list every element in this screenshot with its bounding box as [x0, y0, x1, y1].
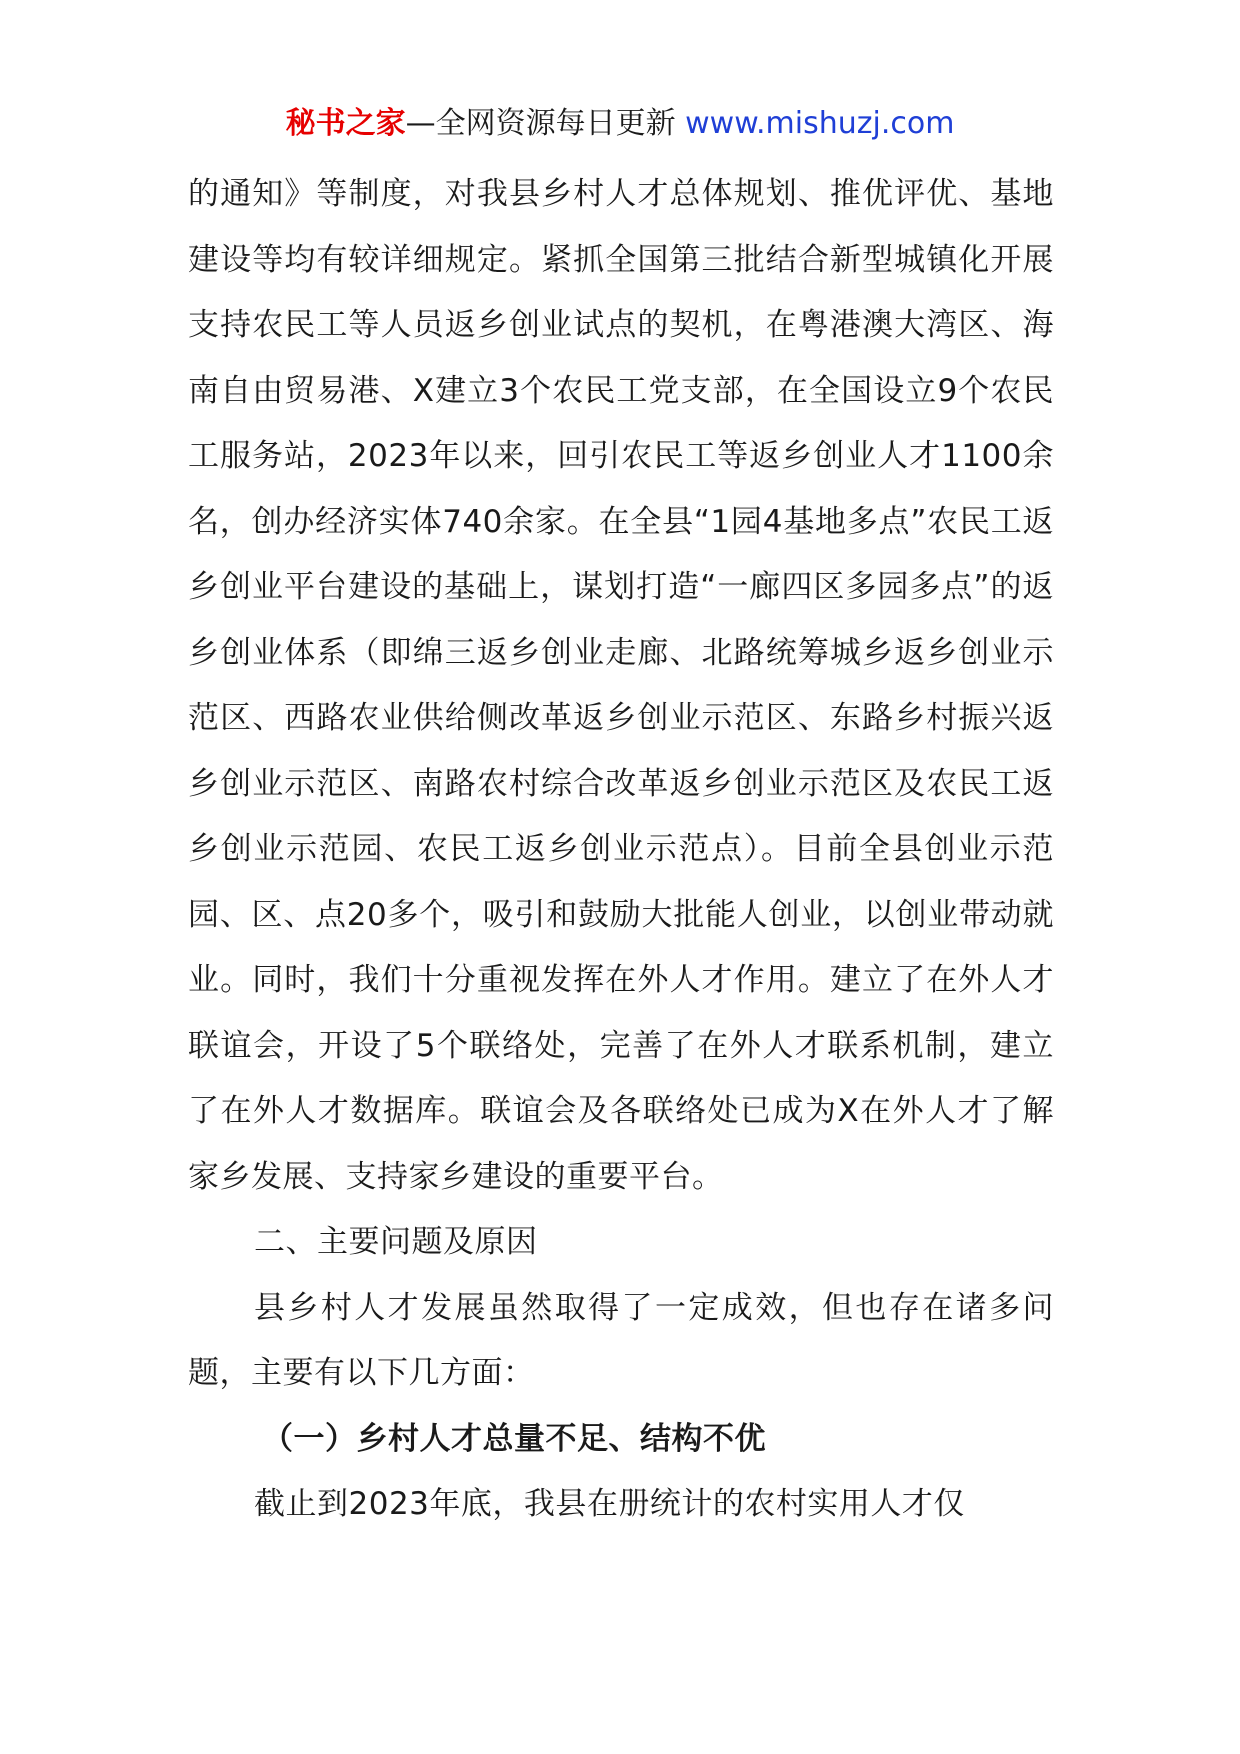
- site-url-link[interactable]: www.mishuzj.com: [685, 106, 955, 141]
- continued-paragraph: 的通知》等制度，对我县乡村人才总体规划、推优评优、基地建设等均有较详细规定。紧抓全国第三批结合新型城镇化开展支持农民工等人员返乡创业试点的契机，在粤港澳大湾区、海南自由贸易港、X建立3个农民工党支部，在全国设立9个农民工服务站，2023年以来，回引农民工等返乡创业人才1100余名，创办经济实体740余家。在全县“1园4基地多点”农民工返乡创业平台建设的基础上，谋划打造“一廊四区多园多点”的返乡创业体系（即绵三返乡创业走廊、北路统筹城乡返乡创业示范区、西路农业供给侧改革返乡创业示范区、东路乡村振兴返乡创业示范区、南路农村综合改革返乡创业示范区及农民工返乡创业示范园、农民工返乡创业示范点）。目前全县创业示范园、区、点20多个，吸引和鼓励大批能人创业，以创业带动就业。同时，我们十分重视发挥在外人才作用。建立了在外人才联谊会，开设了5个联络处，完善了在外人才联系机制，建立了在外人才数据库。联谊会及各联络处已成为X在外人才了解家乡发展、支持家乡建设的重要平台。: [188, 176, 1054, 1195]
- subsection-heading: （一）乡村人才总量不足、结构不优: [262, 1420, 766, 1457]
- header-tagline: —全网资源每日更新: [405, 106, 686, 141]
- subsection-paragraph: 截止到2023年底，我县在册统计的农村实用人才仅: [254, 1486, 965, 1522]
- brand-name: 秘书之家: [285, 106, 406, 141]
- document-body: [188, 162, 1054, 1538]
- site-watermark-header: [0, 98, 1240, 150]
- section-intro-paragraph: 县乡村人才发展虽然取得了一定成效，但也存在诸多问题，主要有以下几方面：: [188, 1289, 1054, 1391]
- section-heading: 二、主要问题及原因: [254, 1224, 538, 1260]
